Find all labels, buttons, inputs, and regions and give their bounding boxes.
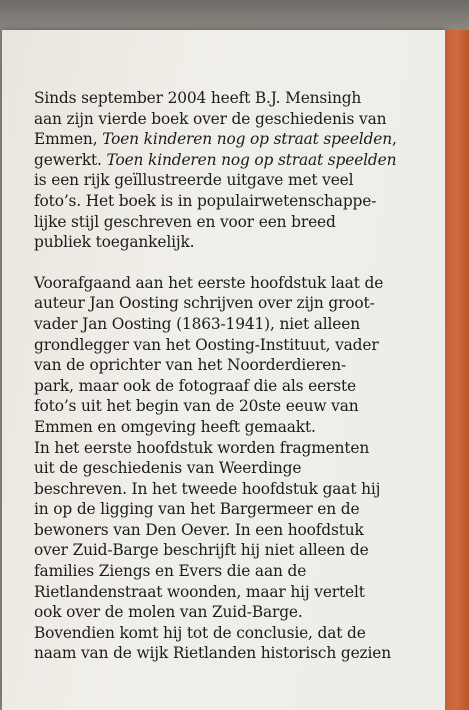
- text-segment: foto’s uit het begin van de 20ste eeuw van: [34, 397, 359, 416]
- text-line: [34, 582, 436, 603]
- book-spine: [445, 30, 469, 710]
- text-line: [34, 109, 436, 130]
- text-line: [34, 623, 436, 644]
- text-segment: ook over de molen van Zuid-Barge.: [34, 603, 303, 622]
- text-line: [34, 417, 436, 438]
- text-segment: foto’s. Het boek is in populairwetenschappe-: [34, 191, 377, 210]
- text-segment: publiek toegankelijk.: [34, 233, 195, 252]
- text-segment: Emmen en omgeving heeft gemaakt.: [34, 417, 316, 436]
- text-line: [34, 499, 436, 520]
- text-segment: van de oprichter van het Noorderdieren-: [34, 356, 347, 375]
- text-segment: Sinds september 2004 heeft B.J. Mensingh: [34, 89, 362, 107]
- paragraph-gap: [34, 253, 436, 273]
- text-segment: bewoners van Den Oever. In een hoofdstuk: [34, 520, 364, 539]
- text-segment: Emmen,: [34, 130, 103, 149]
- book-title: Toen kinderen nog op straat speelden: [106, 150, 397, 169]
- text-segment: Voorafgaand aan het eerste hoofdstuk laat de: [34, 273, 384, 292]
- text-segment: over Zuid-Barge beschrijft hij niet alleen de: [34, 541, 369, 560]
- text-segment: aan zijn vierde boek over de geschiedenis van: [34, 109, 387, 128]
- text-line: [34, 479, 436, 500]
- text-line: [34, 150, 436, 171]
- paragraph: [34, 273, 436, 664]
- text-segment: vader Jan Oosting (1863-1941), niet alleen: [34, 314, 360, 333]
- text-segment: lijke stijl geschreven en voor een breed: [34, 212, 336, 231]
- text-segment: Bovendien komt hij tot de conclusie, dat de: [34, 623, 366, 642]
- book-title: Toen kinderen nog op straat speelden: [102, 130, 392, 149]
- text-line: [34, 458, 436, 479]
- text-line: [34, 88, 436, 109]
- text-segment: park, maar ook de fotograaf die als eerste: [34, 376, 356, 395]
- text-line: [34, 232, 436, 253]
- text-segment: is een rijk geïllustreerde uitgave met veel: [34, 171, 354, 190]
- page-text: [34, 88, 436, 664]
- text-segment: grondlegger van het Oosting-Instituut, vader: [34, 335, 379, 354]
- text-line: [34, 520, 436, 541]
- text-line: [34, 355, 436, 376]
- text-segment: in op de ligging van het Bargermeer en de: [34, 500, 360, 519]
- text-line: [34, 314, 436, 335]
- text-line: [34, 191, 436, 212]
- text-line: [34, 335, 436, 356]
- text-line: [34, 293, 436, 314]
- text-segment: beschreven. In het tweede hoofdstuk gaat hij: [34, 479, 381, 498]
- text-line: [34, 438, 436, 459]
- text-line: [34, 273, 436, 294]
- text-line: [34, 561, 436, 582]
- text-segment: naam van de wijk Rietlanden historisch gezien: [34, 644, 391, 663]
- text-segment: gewerkt.: [34, 150, 107, 169]
- text-segment: auteur Jan Oosting schrijven over zijn groot-: [34, 294, 375, 313]
- paragraph: [34, 88, 436, 253]
- text-line: [34, 396, 436, 417]
- text-line: [34, 212, 436, 233]
- text-line: [34, 540, 436, 561]
- text-segment: In het eerste hoofdstuk worden fragmenten: [34, 438, 370, 457]
- text-line: [34, 170, 436, 191]
- text-line: [34, 602, 436, 623]
- text-segment: ,: [392, 130, 397, 149]
- text-segment: uit de geschiedenis van Weerdinge: [34, 459, 302, 478]
- background-shadow: [0, 0, 469, 34]
- text-line: [34, 376, 436, 397]
- text-line: [34, 129, 436, 150]
- text-segment: families Ziengs en Evers die aan de: [34, 562, 307, 581]
- text-line: [34, 643, 436, 664]
- text-segment: Rietlandenstraat woonden, maar hij vertelt: [34, 582, 365, 601]
